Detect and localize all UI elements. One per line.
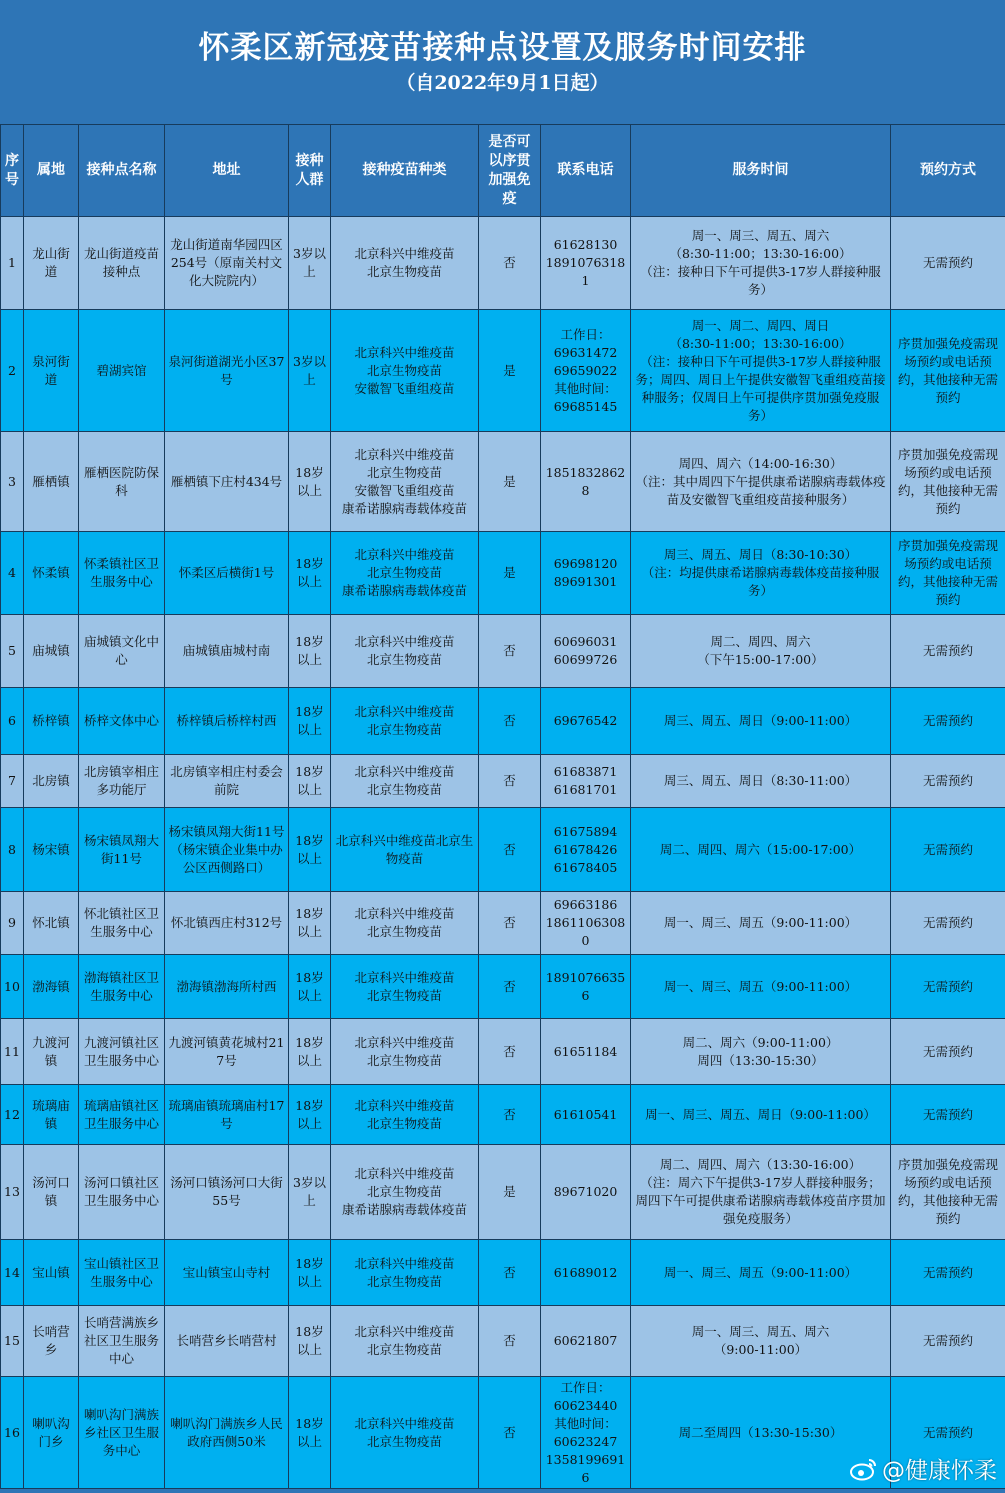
cell-age-group: 18岁以上 xyxy=(289,1306,331,1377)
cell-district: 庙城镇 xyxy=(24,615,79,688)
cell-booking: 序贯加强免疫需现场预约或电话预约，其他接种无需预约 xyxy=(891,432,1005,532)
cell-age-group: 18岁以上 xyxy=(289,1085,331,1145)
cell-age-group: 18岁以上 xyxy=(289,432,331,532)
cell-vaccine-types: 北京科兴中维疫苗北京生物疫苗 xyxy=(331,808,479,892)
cell-no: 2 xyxy=(1,310,24,432)
cell-booster: 否 xyxy=(479,808,541,892)
header-col-booking: 预约方式 xyxy=(891,125,1005,217)
cell-phone: 60696031 60699726 xyxy=(541,615,631,688)
cell-district: 泉河街道 xyxy=(24,310,79,432)
header-col-site-name: 接种点名称 xyxy=(79,125,165,217)
cell-service-time: 周一、周三、周五、周日（9:00-11:00） xyxy=(631,1085,891,1145)
cell-age-group: 18岁以上 xyxy=(289,755,331,808)
table-row xyxy=(1,955,1005,1019)
cell-service-time: 周二、周六（9:00-11:00） 周四（13:30-15:30） xyxy=(631,1019,891,1085)
cell-district: 雁栖镇 xyxy=(24,432,79,532)
cell-phone: 69698120 89691301 xyxy=(541,532,631,615)
cell-address: 北房镇宰相庄村委会前院 xyxy=(165,755,289,808)
table-row xyxy=(1,1145,1005,1240)
cell-district: 长哨营乡 xyxy=(24,1306,79,1377)
cell-booking: 无需预约 xyxy=(891,688,1005,755)
cell-address: 庙城镇庙城村南 xyxy=(165,615,289,688)
cell-site-name: 怀北镇社区卫生服务中心 xyxy=(79,892,165,955)
cell-address: 怀北镇西庄村312号 xyxy=(165,892,289,955)
cell-vaccine-types: 北京科兴中维疫苗 北京生物疫苗 xyxy=(331,955,479,1019)
cell-no: 15 xyxy=(1,1306,24,1377)
cell-district: 怀柔镇 xyxy=(24,532,79,615)
schedule-table xyxy=(0,124,1005,1489)
cell-no: 7 xyxy=(1,755,24,808)
cell-vaccine-types: 北京科兴中维疫苗 北京生物疫苗 xyxy=(331,1306,479,1377)
table-header-row xyxy=(1,125,1005,217)
table-row xyxy=(1,1240,1005,1306)
cell-booking: 无需预约 xyxy=(891,217,1005,310)
cell-booking: 无需预约 xyxy=(891,1306,1005,1377)
cell-booster: 否 xyxy=(479,1085,541,1145)
cell-service-time: 周三、周五、周日（9:00-11:00） xyxy=(631,688,891,755)
cell-phone: 61651184 xyxy=(541,1019,631,1085)
cell-address: 琉璃庙镇琉璃庙村17号 xyxy=(165,1085,289,1145)
cell-site-name: 长哨营满族乡社区卫生服务中心 xyxy=(79,1306,165,1377)
cell-booking: 无需预约 xyxy=(891,1019,1005,1085)
cell-site-name: 北房镇宰相庄多功能厅 xyxy=(79,755,165,808)
weibo-icon xyxy=(850,1457,878,1481)
cell-no: 12 xyxy=(1,1085,24,1145)
cell-no: 14 xyxy=(1,1240,24,1306)
cell-address: 宝山镇宝山寺村 xyxy=(165,1240,289,1306)
cell-service-time: 周一、周三、周五（9:00-11:00） xyxy=(631,1240,891,1306)
cell-phone: 工作日： 60623440 其他时间： 60623247 13581996916 xyxy=(541,1377,631,1489)
cell-age-group: 18岁以上 xyxy=(289,615,331,688)
cell-site-name: 琉璃庙镇社区卫生服务中心 xyxy=(79,1085,165,1145)
cell-district: 喇叭沟门乡 xyxy=(24,1377,79,1489)
page-header xyxy=(0,0,1005,124)
header-col-district: 属地 xyxy=(24,125,79,217)
cell-district: 怀北镇 xyxy=(24,892,79,955)
cell-booster: 否 xyxy=(479,1240,541,1306)
cell-district: 渤海镇 xyxy=(24,955,79,1019)
cell-address: 汤河口镇汤河口大街55号 xyxy=(165,1145,289,1240)
cell-district: 琉璃庙镇 xyxy=(24,1085,79,1145)
cell-age-group: 18岁以上 xyxy=(289,892,331,955)
table-row xyxy=(1,217,1005,310)
table-row xyxy=(1,1019,1005,1085)
cell-vaccine-types: 北京科兴中维疫苗 北京生物疫苗 康希诺腺病毒载体疫苗 xyxy=(331,532,479,615)
cell-booking: 无需预约 xyxy=(891,955,1005,1019)
cell-age-group: 3岁以上 xyxy=(289,310,331,432)
cell-age-group: 3岁以上 xyxy=(289,1145,331,1240)
cell-booster: 否 xyxy=(479,688,541,755)
cell-phone: 61683871 61681701 xyxy=(541,755,631,808)
cell-site-name: 喇叭沟门满族乡社区卫生服务中心 xyxy=(79,1377,165,1489)
cell-booster: 否 xyxy=(479,217,541,310)
cell-phone: 60621807 xyxy=(541,1306,631,1377)
cell-vaccine-types: 北京科兴中维疫苗 北京生物疫苗 xyxy=(331,688,479,755)
cell-address: 杨宋镇凤翔大街11号（杨宋镇企业集中办公区西侧路口） xyxy=(165,808,289,892)
cell-vaccine-types: 北京科兴中维疫苗 北京生物疫苗 康希诺腺病毒载体疫苗 xyxy=(331,1145,479,1240)
cell-service-time: 周一、周三、周五（9:00-11:00） xyxy=(631,955,891,1019)
cell-age-group: 18岁以上 xyxy=(289,1377,331,1489)
cell-no: 5 xyxy=(1,615,24,688)
cell-site-name: 杨宋镇凤翔大街11号 xyxy=(79,808,165,892)
cell-site-name: 宝山镇社区卫生服务中心 xyxy=(79,1240,165,1306)
cell-booster: 否 xyxy=(479,1306,541,1377)
cell-phone: 18518328628 xyxy=(541,432,631,532)
cell-booking: 无需预约 xyxy=(891,1085,1005,1145)
cell-booking: 无需预约 xyxy=(891,755,1005,808)
cell-district: 桥梓镇 xyxy=(24,688,79,755)
cell-site-name: 桥梓文体中心 xyxy=(79,688,165,755)
table-row xyxy=(1,688,1005,755)
cell-service-time: 周一、周三、周五、周六 （9:00-11:00） xyxy=(631,1306,891,1377)
cell-booster: 是 xyxy=(479,310,541,432)
cell-district: 汤河口镇 xyxy=(24,1145,79,1240)
cell-district: 龙山街道 xyxy=(24,217,79,310)
watermark xyxy=(850,1452,997,1485)
cell-age-group: 18岁以上 xyxy=(289,955,331,1019)
header-col-booster: 是否可以序贯加强免疫 xyxy=(479,125,541,217)
cell-address: 桥梓镇后桥梓村西 xyxy=(165,688,289,755)
cell-vaccine-types: 北京科兴中维疫苗 北京生物疫苗 xyxy=(331,615,479,688)
cell-booster: 否 xyxy=(479,1019,541,1085)
cell-vaccine-types: 北京科兴中维疫苗 北京生物疫苗 xyxy=(331,1085,479,1145)
cell-booster: 否 xyxy=(479,615,541,688)
cell-phone: 工作日： 69631472 69659022 其他时间： 69685145 xyxy=(541,310,631,432)
header-col-vaccine-types: 接种疫苗种类 xyxy=(331,125,479,217)
cell-site-name: 渤海镇社区卫生服务中心 xyxy=(79,955,165,1019)
cell-address: 雁栖镇下庄村434号 xyxy=(165,432,289,532)
cell-site-name: 九渡河镇社区卫生服务中心 xyxy=(79,1019,165,1085)
cell-no: 11 xyxy=(1,1019,24,1085)
cell-service-time: 周三、周五、周日（8:30-11:00） xyxy=(631,755,891,808)
cell-site-name: 庙城镇文化中心 xyxy=(79,615,165,688)
cell-service-time: 周二、周四、周六 （下午15:00-17:00） xyxy=(631,615,891,688)
cell-vaccine-types: 北京科兴中维疫苗 北京生物疫苗 安徽智飞重组疫苗 xyxy=(331,310,479,432)
cell-age-group: 18岁以上 xyxy=(289,688,331,755)
cell-no: 16 xyxy=(1,1377,24,1489)
cell-booster: 否 xyxy=(479,755,541,808)
cell-service-time: 周四、周六（14:00-16:30） （注：其中周四下午提供康希诺腺病毒载体疫苗及安徽智飞重组疫苗接种服务） xyxy=(631,432,891,532)
table-row xyxy=(1,1306,1005,1377)
cell-no: 8 xyxy=(1,808,24,892)
cell-district: 宝山镇 xyxy=(24,1240,79,1306)
cell-vaccine-types: 北京科兴中维疫苗 北京生物疫苗 安徽智飞重组疫苗 康希诺腺病毒载体疫苗 xyxy=(331,432,479,532)
cell-booking: 无需预约 xyxy=(891,892,1005,955)
header-col-no: 序号 xyxy=(1,125,24,217)
table-row xyxy=(1,432,1005,532)
cell-site-name: 汤河口镇社区卫生服务中心 xyxy=(79,1145,165,1240)
cell-booking: 序贯加强免疫需现场预约或电话预约，其他接种无需预约 xyxy=(891,532,1005,615)
cell-site-name: 龙山街道疫苗接种点 xyxy=(79,217,165,310)
cell-vaccine-types: 北京科兴中维疫苗 北京生物疫苗 xyxy=(331,1240,479,1306)
cell-address: 喇叭沟门满族乡人民政府西侧50米 xyxy=(165,1377,289,1489)
cell-vaccine-types: 北京科兴中维疫苗 北京生物疫苗 xyxy=(331,1377,479,1489)
table-row xyxy=(1,532,1005,615)
cell-booking: 无需预约 xyxy=(891,615,1005,688)
cell-phone: 61628130 18910763181 xyxy=(541,217,631,310)
cell-booster: 是 xyxy=(479,1145,541,1240)
page-title: 怀柔区新冠疫苗接种点设置及服务时间安排 xyxy=(198,30,807,66)
cell-booster: 否 xyxy=(479,955,541,1019)
page-subtitle: （自2022年9月1日起） xyxy=(396,72,609,94)
cell-age-group: 18岁以上 xyxy=(289,1019,331,1085)
cell-service-time: 周二至周四（13:30-15:30） xyxy=(631,1377,891,1489)
cell-site-name: 怀柔镇社区卫生服务中心 xyxy=(79,532,165,615)
header-col-age-group: 接种人群 xyxy=(289,125,331,217)
cell-booster: 否 xyxy=(479,892,541,955)
cell-site-name: 碧湖宾馆 xyxy=(79,310,165,432)
cell-service-time: 周一、周三、周五、周六 （8:30-11:00；13:30-16:00） （注：接种日下午可提供3-17岁人群接种服务） xyxy=(631,217,891,310)
cell-service-time: 周三、周五、周日（8:30-10:30） （注：均提供康希诺腺病毒载体疫苗接种服务） xyxy=(631,532,891,615)
cell-phone: 69676542 xyxy=(541,688,631,755)
cell-address: 泉河街道湖光小区37号 xyxy=(165,310,289,432)
cell-age-group: 18岁以上 xyxy=(289,1240,331,1306)
watermark-text: @健康怀柔 xyxy=(882,1458,997,1484)
cell-vaccine-types: 北京科兴中维疫苗 北京生物疫苗 xyxy=(331,892,479,955)
cell-address: 长哨营乡长哨营村 xyxy=(165,1306,289,1377)
cell-booking: 无需预约 xyxy=(891,1377,1005,1489)
cell-phone: 61675894 61678426 61678405 xyxy=(541,808,631,892)
cell-address: 怀柔区后横街1号 xyxy=(165,532,289,615)
cell-booking: 无需预约 xyxy=(891,808,1005,892)
cell-district: 九渡河镇 xyxy=(24,1019,79,1085)
cell-site-name: 雁栖医院防保科 xyxy=(79,432,165,532)
cell-address: 九渡河镇黄花城村217号 xyxy=(165,1019,289,1085)
cell-service-time: 周一、周三、周五（9:00-11:00） xyxy=(631,892,891,955)
cell-phone: 61610541 xyxy=(541,1085,631,1145)
cell-no: 1 xyxy=(1,217,24,310)
table-row xyxy=(1,615,1005,688)
cell-address: 渤海镇渤海所村西 xyxy=(165,955,289,1019)
cell-no: 10 xyxy=(1,955,24,1019)
cell-no: 6 xyxy=(1,688,24,755)
cell-booster: 是 xyxy=(479,432,541,532)
cell-booking: 无需预约 xyxy=(891,1240,1005,1306)
cell-vaccine-types: 北京科兴中维疫苗 北京生物疫苗 xyxy=(331,1019,479,1085)
header-col-service-time: 服务时间 xyxy=(631,125,891,217)
cell-phone: 69663186 18611063080 xyxy=(541,892,631,955)
cell-booking: 序贯加强免疫需现场预约或电话预约，其他接种无需预约 xyxy=(891,1145,1005,1240)
cell-district: 北房镇 xyxy=(24,755,79,808)
table-row xyxy=(1,808,1005,892)
header-col-address: 地址 xyxy=(165,125,289,217)
cell-service-time: 周一、周二、周四、周日 （8:30-11:00；13:30-16:00） （注：接种日下午可提供3-17岁人群接种服务；周四、周日上午提供安徽智飞重组疫苗接种服务；仅周日上午可提供序贯加强免疫服务） xyxy=(631,310,891,432)
cell-booking: 序贯加强免疫需现场预约或电话预约，其他接种无需预约 xyxy=(891,310,1005,432)
table-row xyxy=(1,755,1005,808)
cell-service-time: 周二、周四、周六（15:00-17:00） xyxy=(631,808,891,892)
cell-vaccine-types: 北京科兴中维疫苗 北京生物疫苗 xyxy=(331,217,479,310)
header-col-phone: 联系电话 xyxy=(541,125,631,217)
cell-age-group: 18岁以上 xyxy=(289,808,331,892)
cell-phone: 61689012 xyxy=(541,1240,631,1306)
cell-address: 龙山街道南华园四区254号（原南关村文化大院院内） xyxy=(165,217,289,310)
table-row xyxy=(1,892,1005,955)
cell-no: 4 xyxy=(1,532,24,615)
cell-no: 13 xyxy=(1,1145,24,1240)
cell-district: 杨宋镇 xyxy=(24,808,79,892)
cell-no: 9 xyxy=(1,892,24,955)
cell-phone: 18910766356 xyxy=(541,955,631,1019)
cell-booster: 是 xyxy=(479,532,541,615)
cell-booster: 否 xyxy=(479,1377,541,1489)
cell-age-group: 18岁以上 xyxy=(289,532,331,615)
cell-vaccine-types: 北京科兴中维疫苗 北京生物疫苗 xyxy=(331,755,479,808)
cell-age-group: 3岁以上 xyxy=(289,217,331,310)
table-row xyxy=(1,1085,1005,1145)
table-row xyxy=(1,310,1005,432)
cell-phone: 89671020 xyxy=(541,1145,631,1240)
cell-service-time: 周二、周四、周六（13:30-16:00） （注：周六下午提供3-17岁人群接种服务；周四下午可提供康希诺腺病毒载体疫苗序贯加强免疫服务） xyxy=(631,1145,891,1240)
cell-no: 3 xyxy=(1,432,24,532)
